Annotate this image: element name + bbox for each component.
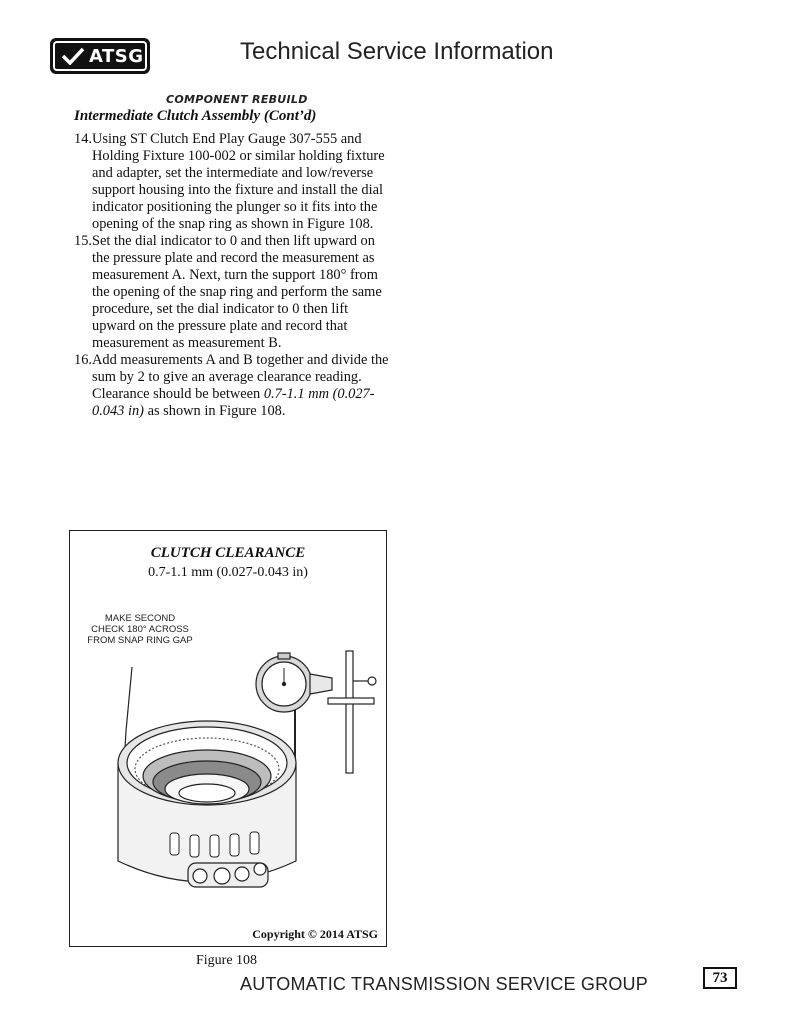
- figure-subtitle: 0.7-1.1 mm (0.027-0.043 in): [148, 565, 308, 580]
- page-header-title: Technical Service Information: [240, 38, 554, 65]
- checkmark-icon: [61, 47, 85, 65]
- step-number: 15.: [74, 233, 92, 249]
- step-number: 16.: [74, 352, 92, 368]
- figure-caption: Figure 108: [196, 953, 258, 968]
- step-text: Set the dial indicator to 0 and then lift upward on the pressure plate and record the measurement as measurement A. Next, turn the support 180° from the opening of the snap ring and perform the same procedure, set the dial indicator to 0 then lift upward on the pressure plate and record that measurement as measurement B.: [92, 233, 382, 351]
- clutch-housing: [118, 721, 296, 882]
- callout-line-1: MAKE SECOND: [104, 613, 176, 624]
- step-number: 14.: [74, 131, 92, 147]
- step-text-end: as shown in Figure 108.: [143, 403, 286, 419]
- copyright-notice: Copyright © 2014 ATSG: [252, 927, 378, 941]
- fluid-ports: [188, 863, 268, 887]
- callout-note: [74, 613, 206, 646]
- logo-text: ATSG: [89, 45, 144, 67]
- figure-title: CLUTCH CLEARANCE: [150, 545, 306, 561]
- step-text: Using ST Clutch End Play Gauge 307-555 and Holding Fixture 100-002 or similar holding fixture and adapter, set the intermediate and low/reverse support housing into the fixture and install the dial indicator positioning the plunger so it fits into the opening of the snap ring as shown in Figure 108.: [92, 131, 385, 232]
- figure-108-frame: [69, 530, 387, 947]
- clutch-clearance-illustration: [70, 531, 386, 946]
- subsection-title: Intermediate Clutch Assembly (Cont’d): [74, 108, 317, 124]
- indicator-stand: [328, 651, 376, 773]
- callout-line-2: CHECK 180° ACROSS: [91, 624, 189, 635]
- step-14: [74, 131, 394, 233]
- section-label: COMPONENT REBUILD: [166, 93, 308, 106]
- footer-title: AUTOMATIC TRANSMISSION SERVICE GROUP: [240, 974, 648, 994]
- step-text: Add measurements A and B together and divide the sum by 2 to give an average clearance reading. Clearance should be between: [92, 352, 389, 402]
- atsg-logo: [50, 38, 150, 74]
- step-16: [74, 352, 394, 420]
- step-15: [74, 233, 394, 352]
- callout-line-3: FROM SNAP RING GAP: [87, 635, 193, 646]
- page-number: 73: [703, 967, 737, 989]
- procedure-steps: [74, 131, 394, 420]
- clearance-spec: 0.7-1.1 mm (0.027-0.043 in): [92, 386, 375, 419]
